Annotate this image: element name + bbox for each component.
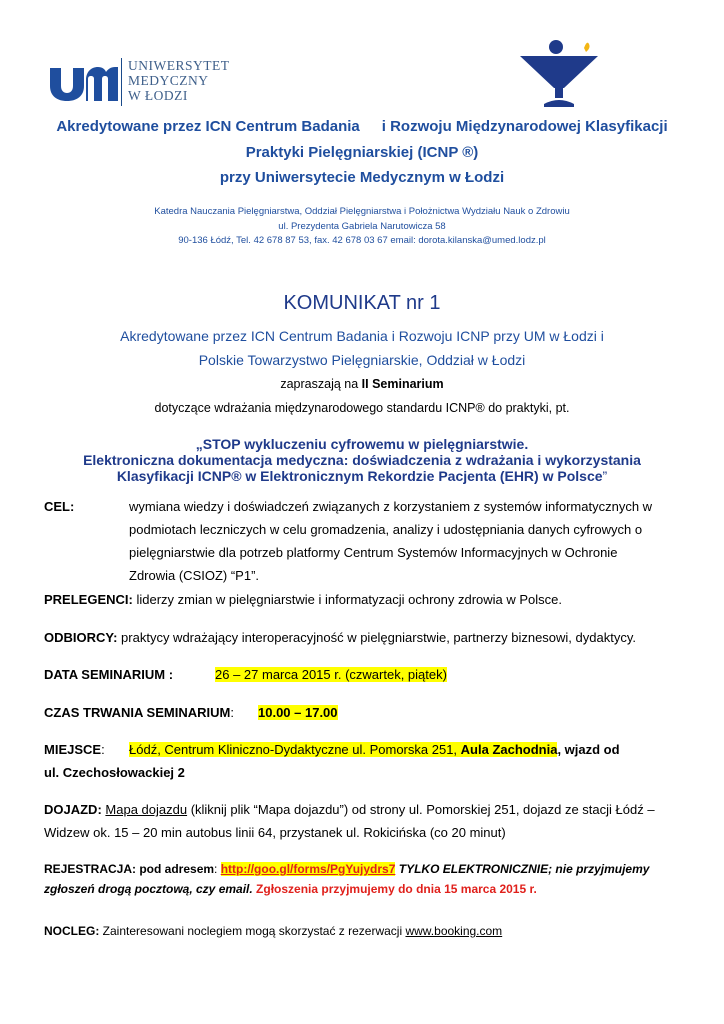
- rejestracja-colon: :: [214, 862, 221, 876]
- header-line1: [0, 118, 724, 135]
- intro-line3-bold: II Seminarium: [361, 377, 444, 391]
- cel-line4: Zdrowia (CSIOZ) “P1”.: [129, 568, 260, 583]
- czas-value: 10.00 – 17.00: [258, 705, 338, 720]
- prelegenci: [44, 592, 562, 607]
- czas: [44, 705, 234, 720]
- miejsce-value-bold: Aula Zachodnia: [460, 742, 558, 757]
- nocleg-text: Zainteresowani noclegiem mogą skorzystać z rezerwacji: [99, 924, 406, 938]
- seminar-title-line3-text: Klasyfikacji ICNP® w Elektronicznym Rekordzie Pacjenta (EHR) w Polsce: [116, 468, 603, 484]
- prelegenci-label: PRELEGENCI:: [44, 592, 133, 607]
- rejestracja-line2: [44, 882, 537, 896]
- miejsce: [44, 742, 105, 757]
- seminar-title-line1: „STOP wykluczeniu cyfrowemu w pielęgniarstwie.: [195, 436, 529, 452]
- header-line1-part2: i Rozwoju Międzynarodowej Klasyfikacji: [381, 118, 668, 135]
- rejestracja-label: REJESTRACJA: pod adresem: [44, 862, 215, 876]
- rejestracja-note1: TYLKO ELEKTRONICZNIE; nie przyjmujemy: [395, 862, 650, 876]
- odbiorcy: [44, 630, 636, 645]
- miejsce-after: , wjazd od: [557, 742, 620, 757]
- odbiorcy-text: praktycy wdrażający interoperacyjność w pielęgniarstwie, partnerzy biznesowi, dydaktycy.: [117, 630, 636, 645]
- miejsce-label: MIEJSCE: [44, 742, 102, 757]
- um-logo: [46, 62, 118, 102]
- logo-divider: [121, 58, 122, 106]
- intro-line1: Akredytowane przez ICN Centrum Badania i Rozwoju ICNP przy UM w Łodzi i: [120, 328, 604, 344]
- nocleg-label: NOCLEG:: [44, 924, 100, 938]
- header-line1-part1: Akredytowane przez ICN Centrum Badania: [56, 118, 360, 135]
- seminar-title-line2: Elektroniczna dokumentacja medyczna: doświadczenia z wdrażania i wykorzystania: [83, 452, 641, 468]
- rejestracja-note2: zgłoszeń drogą pocztową, czy email.: [44, 882, 253, 896]
- university-name-line1: UNIWERSYTET: [128, 58, 230, 73]
- miejsce-value: [129, 742, 620, 757]
- czas-colon: :: [230, 705, 234, 720]
- cel-line3: pielęgniarstwie dla potrzeb platformy Centrum Systemów Informacyjnych w Ochronie: [129, 545, 618, 560]
- czas-label: CZAS TRWANIA SEMINARIUM: [44, 705, 231, 720]
- odbiorcy-label: ODBIORCY:: [44, 630, 118, 645]
- header-line3: przy Uniwersytecie Medycznym w Łodzi: [219, 169, 505, 186]
- page-title: KOMUNIKAT nr 1: [283, 292, 441, 314]
- contact-line1: Katedra Nauczania Pielęgniarstwa, Oddział Pielęgniarstwa i Położnictwa Wydziału Nauk o Zdrowiu: [154, 206, 570, 217]
- booking-link[interactable]: www.booking.com: [405, 924, 503, 938]
- prelegenci-text: liderzy zmian w pielęgniarstwie i informatyzacji ochrony zdrowia w Polsce.: [132, 592, 563, 607]
- university-name-line2: MEDYCZNY: [128, 73, 209, 88]
- registration-link[interactable]: http://goo.gl/forms/PgYujydrs7: [220, 862, 396, 876]
- miejsce-colon: :: [101, 742, 105, 757]
- seminar-title-line3: [0, 468, 724, 484]
- nocleg: [44, 924, 502, 938]
- intro-line3-pre: zapraszają na: [280, 377, 362, 391]
- miejsce-value-plain: Łódź, Centrum Kliniczno-Dydaktyczne ul. Pomorska 251,: [129, 742, 461, 757]
- data-label: DATA SEMINARIUM :: [44, 667, 174, 682]
- cel-label: CEL:: [44, 499, 75, 514]
- rejestracja: [44, 862, 649, 876]
- intro-line3: [0, 377, 724, 391]
- contact-line2: ul. Prezydenta Gabriela Narutowicza 58: [278, 221, 446, 232]
- data-value: 26 – 27 marca 2015 r. (czwartek, piątek): [215, 667, 447, 682]
- map-link[interactable]: Mapa dojazdu: [105, 802, 188, 817]
- dojazd-line2: Widzew ok. 15 – 20 min autobus linii 64, przystanek ul. Rokicińska (co 20 minut): [44, 825, 506, 840]
- cel-line1: wymiana wiedzy i doświadczeń związanych z korzystaniem z systemów informatycznych w: [129, 499, 653, 514]
- rejestracja-deadline: Zgłoszenia przyjmujemy do dnia 15 marca 2015 r.: [252, 882, 537, 896]
- nursing-lamp-icon: [518, 38, 600, 110]
- intro-line4: dotyczące wdrażania międzynarodowego standardu ICNP® do praktyki, pt.: [154, 401, 570, 415]
- seminar-title-closing-quote: ”: [602, 468, 608, 484]
- dojazd-text: (kliknij plik “Mapa dojazdu”) od strony ul. Pomorskiej 251, dojazd ze stacji Łódź –: [187, 802, 655, 817]
- university-name: [128, 58, 229, 103]
- header-line2: Praktyki Pielęgniarskiej (ICNP ®): [245, 144, 479, 161]
- intro-line2: Polskie Towarzystwo Pielęgniarskie, Oddział w Łodzi: [198, 352, 526, 368]
- dojazd: [44, 802, 655, 817]
- miejsce-line2: ul. Czechosłowackiej 2: [44, 765, 185, 780]
- contact-line3: 90-136 Łódź, Tel. 42 678 87 53, fax. 42 678 03 67 email: dorota.kilanska@umed.lodz.pl: [178, 235, 546, 246]
- dojazd-label: DOJAZD:: [44, 802, 102, 817]
- cel-line2: podmiotach leczniczych w celu gromadzenia, analizy i udostępniania danych cyfrowych o: [129, 522, 643, 537]
- university-name-line3: W ŁODZI: [128, 88, 188, 103]
